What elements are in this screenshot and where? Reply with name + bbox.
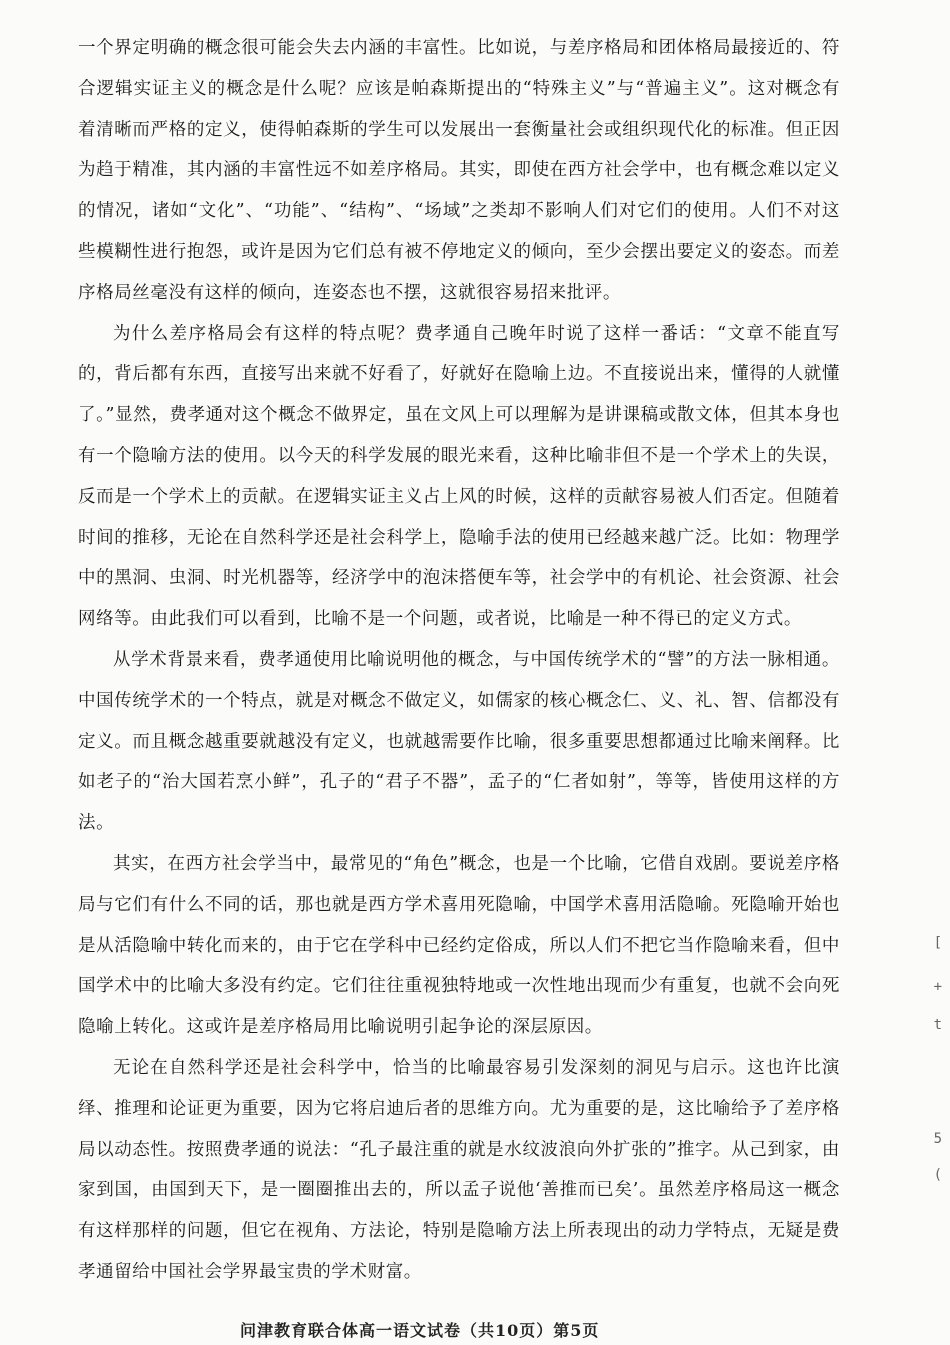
margin-scan-marks [922,935,944,1195]
paragraph-2: 为什么差序格局会有这样的特点呢？费孝通自己晚年时说了这样一番话：“文章不能直写的，背后都有东西，直接写出来就不好看了，好就好在隐喻上边。不直接说出来，懂得的人就懂了。”显然，费孝通对这个概念不做界定，虽在文风上可以理解为是讲课稿或散文体，但其本身也有一个隐喻方法的使用。以今天的科学发展的眼光来看，这种比喻非但不是一个学术上的失误，反而是一个学术上的贡献。在逻辑实证主义占上风的时候，这样的贡献容易被人们否定。但随着时间的推移，无论在自然科学还是社会科学上，隐喻手法的使用已经越来越广泛。比如：物理学中的黑洞、虫洞、时光机器等，经济学中的泡沫搭便车等，社会学中的有机论、社会资源、社会网络等。由此我们可以看到，比喻不是一个问题，或者说，比喻是一种不得已的定义方式。 [78,323,840,630]
paragraph-4: 其实，在西方社会学当中，最常见的“角色”概念，也是一个比喻，它借自戏剧。要说差序格局与它们有什么不同的话，那也就是西方学术喜用死隐喻，中国学术喜用活隐喻。死隐喻开始也是从活隐喻中转化而来的，由于它在学科中已经约定俗成，所以人们不把它当作隐喻来看，但中国学术中的比喻大多没有约定。它们往往重视独特地或一次性地出现而少有重复，也就不会向死隐喻上转化。这或许是差序格局用比喻说明引起争论的深层原因。 [78,853,840,1038]
paragraph-5: 无论在自然科学还是社会科学中，恰当的比喻最容易引发深刻的洞见与启示。这也许比演绎、推理和论证更为重要，因为它将启迪后者的思维方向。尤为重要的是，这比喻给予了差序格局以动态性。按照费孝通的说法：“孔子最注重的就是水纹波浪向外扩张的”推字。从己到家，由家到国，由国到天下，是一圈圈推出去的，所以孟子说他‘善推而已矣’。虽然差序格局这一概念有这样那样的问题，但它在视角、方法论，特别是隐喻方法上所表现出的动力学特点，无疑是费孝通留给中国社会学界最宝贵的学术财富。 [78,1057,840,1282]
body-text [78,28,840,1293]
paragraph-3: 从学术背景来看，费孝通使用比喻说明他的概念，与中国传统学术的“譬”的方法一脉相通。中国传统学术的一个特点，就是对概念不做定义，如儒家的核心概念仁、义、礼、智、信都没有定义。而且概念越重要就越没有定义，也就越需要作比喻，很多重要思想都通过比喻来阐释。比如老子的“治大国若烹小鲜”，孔子的“君子不器”，孟子的“仁者如射”，等等，皆使用这样的方法。 [78,649,840,834]
margin-mark: t [933,1017,942,1033]
margin-mark: + [933,979,942,995]
margin-mark: ( [933,1167,942,1183]
margin-mark: 5 [933,1131,942,1147]
page-footer: 问津教育联合体高一语文试卷（共10页）第5页 [240,1321,600,1340]
margin-mark: [ [933,935,942,951]
paragraph-1: 一个界定明确的概念很可能会失去内涵的丰富性。比如说，与差序格局和团体格局最接近的、符合逻辑实证主义的概念是什么呢？应该是帕森斯提出的“特殊主义”与“普遍主义”。这对概念有着清晰而严格的定义，使得帕森斯的学生可以发展出一套衡量社会或组织现代化的标准。但正因为趋于精准，其内涵的丰富性远不如差序格局。其实，即使在西方社会学中，也有概念难以定义的情况，诸如“文化”、“功能”、“结构”、“场域”之类却不影响人们对它们的使用。人们不对这些模糊性进行抱怨，或许是因为它们总有被不停地定义的倾向，至少会摆出要定义的姿态。而差序格局丝毫没有这样的倾向，连姿态也不摆，这就很容易招来批评。 [78,38,840,303]
